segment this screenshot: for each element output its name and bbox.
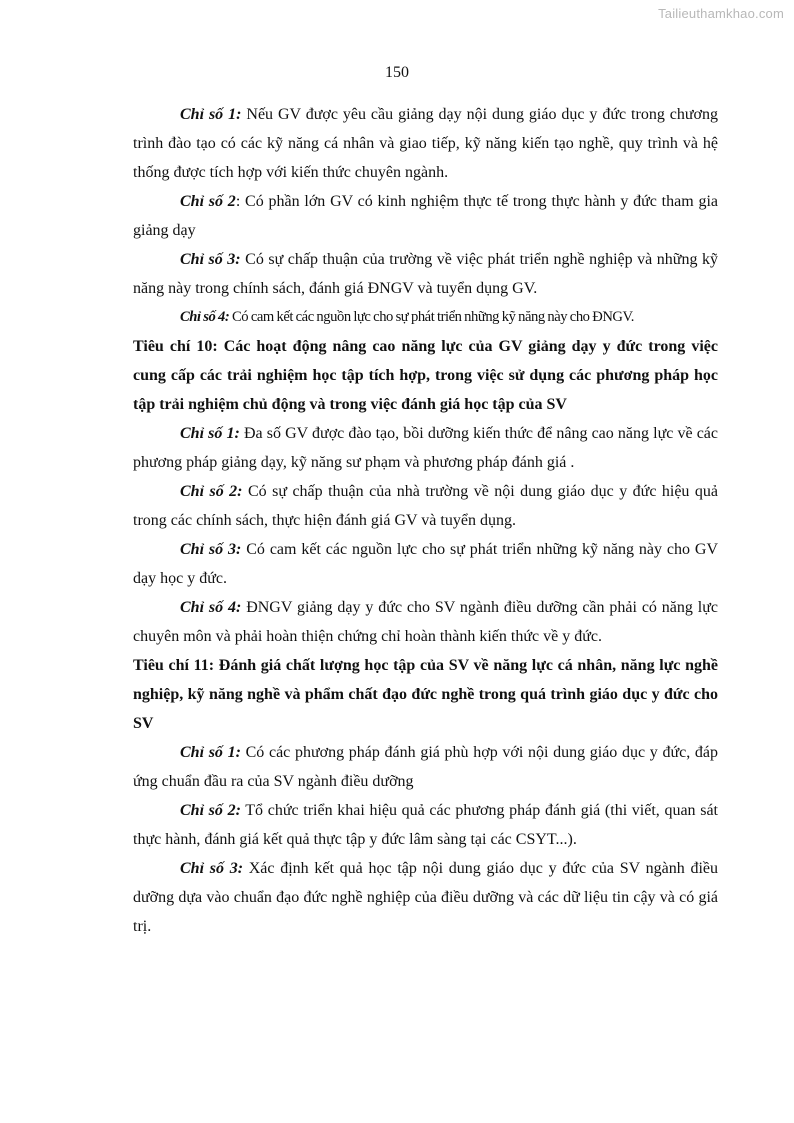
indicator-label: Chỉ số 3: — [180, 541, 242, 558]
indicator-text: Có sự chấp thuận của nhà trường về nội dung giáo dục y đức hiệu quả trong các chính sách, thực hiện đánh giá GV và tuyển dụng. — [133, 483, 718, 529]
indicator-paragraph — [133, 738, 718, 796]
indicator-text: ĐNGV giảng dạy y đức cho SV ngành điều dưỡng cần phải có năng lực chuyên môn và phải hoàn thiện chứng chỉ hoàn thành kiến thức về y đức. — [133, 599, 718, 645]
indicator-text: Có sự chấp thuận của trường về việc phát triển nghề nghiệp và những kỹ năng này trong chính sách, đánh giá ĐNGV và tuyển dụng GV. — [133, 251, 718, 297]
indicator-text: Có cam kết các nguồn lực cho sự phát triển những kỹ năng này cho ĐNGV. — [229, 309, 634, 325]
indicator-text: Có cam kết các nguồn lực cho sự phát triển những kỹ năng này cho GV dạy học y đức. — [133, 541, 718, 587]
indicator-paragraph — [133, 303, 718, 332]
indicator-label: Chỉ số 2 — [180, 193, 236, 210]
indicator-text: Đa số GV được đào tạo, bồi dưỡng kiến thức để nâng cao năng lực về các phương pháp giảng dạy, kỹ năng sư phạm và phương pháp đánh giá . — [133, 425, 719, 471]
indicator-paragraph — [133, 245, 718, 303]
criterion-heading: Tiêu chí 10: Các hoạt động nâng cao năng lực của GV giảng dạy y đức trong việc cung cấp các trải nghiệm học tập tích hợp, trong việc sử dụng các phương pháp học tập trải nghiệm chủ động và trong việc đánh giá học tập của SV — [133, 338, 718, 413]
page-number: 150 — [385, 64, 409, 81]
indicator-paragraph — [133, 593, 718, 651]
criterion-heading: Tiêu chí 11: Đánh giá chất lượng học tập của SV về năng lực cá nhân, năng lực nghề nghiệp, kỹ năng nghề và phẩm chất đạo đức nghề trong quá trình giáo dục y đức cho SV — [133, 657, 718, 732]
indicator-text: Xác định kết quả học tập nội dung giáo dục y đức của SV ngành điều dưỡng dựa vào chuẩn đạo đức nghề nghiệp của điều dưỡng và các dữ liệu tin cậy và có giá trị. — [133, 860, 718, 935]
indicator-paragraph — [133, 854, 718, 941]
indicator-paragraph — [133, 535, 718, 593]
indicator-paragraph — [133, 100, 718, 187]
indicator-label: Chỉ số 2: — [180, 802, 241, 819]
indicator-text: Tổ chức triển khai hiệu quả các phương pháp đánh giá (thi viết, quan sát thực hành, đánh giá kết quả thực tập y đức lâm sàng tại các CSYT...). — [133, 802, 718, 848]
indicator-paragraph — [133, 187, 718, 245]
indicator-text: Có các phương pháp đánh giá phù hợp với nội dung giáo dục y đức, đáp ứng chuẩn đầu ra của SV ngành điều dưỡng — [133, 744, 718, 790]
indicator-paragraph — [133, 477, 718, 535]
indicator-text: : Có phần lớn GV có kinh nghiệm thực tế trong thực hành y đức tham gia giảng dạy — [133, 193, 718, 239]
indicator-label: Chỉ số 4: — [180, 599, 242, 616]
watermark: Tailieuthamkhao.com — [658, 6, 784, 21]
document-body — [133, 100, 718, 941]
indicator-label: Chỉ số 1: — [180, 744, 241, 761]
indicator-text: Nếu GV được yêu cầu giảng dạy nội dung giáo dục y đức trong chương trình đào tạo có các kỹ năng cá nhân và giao tiếp, kỹ năng kiến tạo nghề, quy trình và hệ thống được tích hợp với kiến thức chuyên ngành. — [133, 106, 718, 181]
indicator-label: Chỉ số 1: — [180, 106, 242, 123]
indicator-label: Chỉ số 1: — [180, 425, 240, 442]
indicator-label: Chỉ số 3: — [180, 251, 241, 268]
indicator-label: Chỉ số 3: — [180, 860, 244, 877]
indicator-label: Chỉ số 2: — [180, 483, 243, 500]
indicator-paragraph — [133, 796, 718, 854]
indicator-label: Chỉ số 4: — [180, 309, 230, 325]
indicator-paragraph — [133, 419, 718, 477]
